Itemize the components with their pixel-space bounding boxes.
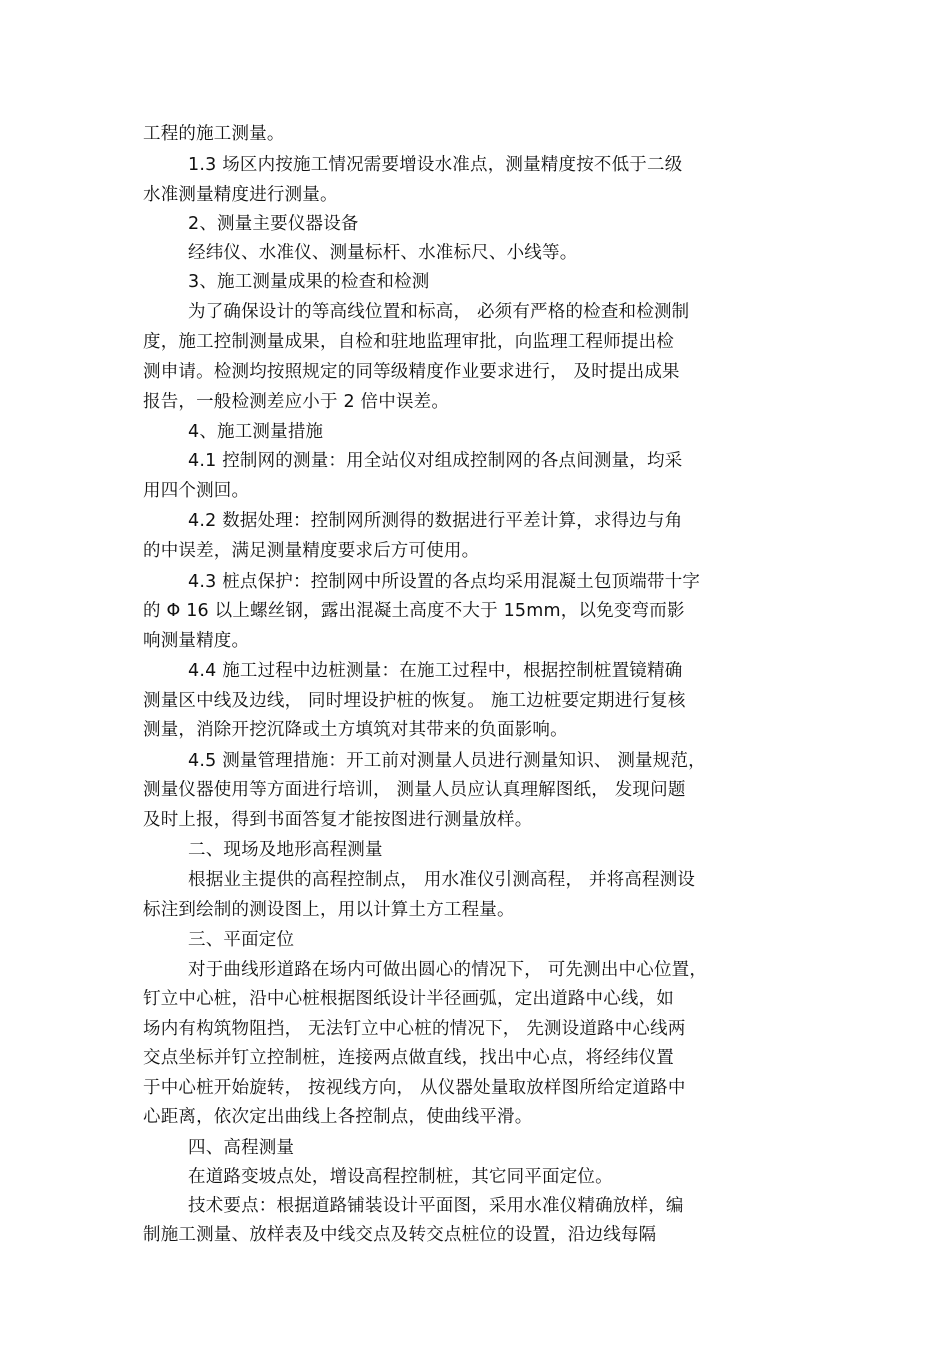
text-line: 测量仪器使用等方面进行培训， 测量人员应认真理解图纸， 发现问题 bbox=[143, 780, 686, 800]
text-line: 4.1 控制网的测量：用全站仪对组成控制网的各点间测量，均采 bbox=[188, 451, 683, 471]
text-line: 对于曲线形道路在场内可做出圆心的情况下， 可先测出中心位置， bbox=[188, 960, 708, 980]
text-line: 4.5 测量管理措施：开工前对测量人员进行测量知识、 测量规范， bbox=[188, 751, 706, 771]
section-heading: 3、施工测量成果的检查和检测 bbox=[188, 272, 430, 292]
text-line: 用四个测回。 bbox=[143, 481, 250, 501]
text-line: 为了确保设计的等高线位置和标高， 必须有严格的检查和检测制 bbox=[188, 302, 690, 322]
text-line: 经纬仪、水准仪、测量标杆、水准标尺、小线等。 bbox=[188, 243, 578, 263]
text-line: 的 Φ 16 以上螺丝钢，露出混凝土高度不大于 15mm，以免变弯而影 bbox=[143, 601, 685, 621]
text-line: 在道路变坡点处，增设高程控制桩，其它同平面定位。 bbox=[188, 1167, 613, 1187]
text-line: 度，施工控制测量成果，自检和驻地监理审批，向监理工程师提出检 bbox=[143, 332, 674, 352]
section-heading: 2、测量主要仪器设备 bbox=[188, 214, 359, 234]
text-line: 根据业主提供的高程控制点， 用水准仪引测高程， 并将高程测设 bbox=[188, 870, 696, 890]
text-line: 场内有构筑物阻挡， 无法钉立中心桩的情况下， 先测设道路中心线两 bbox=[143, 1019, 686, 1039]
text-line: 4.3 桩点保护：控制网中所设置的各点均采用混凝土包顶端带十字 bbox=[188, 572, 701, 592]
text-line: 4.4 施工过程中边桩测量：在施工过程中，根据控制桩置镜精确 bbox=[188, 661, 683, 681]
text-line: 测申请。检测均按照规定的同等级精度作业要求进行， 及时提出成果 bbox=[143, 362, 680, 382]
text-line: 交点坐标并钉立控制桩，连接两点做直线，找出中心点，将经纬仪置 bbox=[143, 1048, 674, 1068]
text-line: 制施工测量、放样表及中线交点及转交点桩位的设置，沿边线每隔 bbox=[143, 1225, 657, 1245]
text-line: 4.2 数据处理：控制网所测得的数据进行平差计算，求得边与角 bbox=[188, 511, 683, 531]
text-line: 报告，一般检测差应小于 2 倍中误差。 bbox=[143, 392, 450, 412]
text-line: 标注到绘制的测设图上，用以计算土方工程量。 bbox=[143, 900, 515, 920]
text-line: 1.3 场区内按施工情况需要增设水准点，测量精度按不低于二级 bbox=[188, 155, 683, 175]
section-heading: 4、施工测量措施 bbox=[188, 422, 324, 442]
text-line: 测量，消除开挖沉降或土方填筑对其带来的负面影响。 bbox=[143, 720, 568, 740]
section-heading: 四、高程测量 bbox=[188, 1138, 295, 1158]
text-line: 工程的施工测量。 bbox=[143, 124, 285, 144]
text-line: 及时上报，得到书面答复才能按图进行测量放样。 bbox=[143, 810, 533, 830]
text-line: 心距离，依次定出曲线上各控制点，使曲线平滑。 bbox=[143, 1107, 533, 1127]
text-line: 响测量精度。 bbox=[143, 631, 250, 651]
text-line: 测量区中线及边线， 同时埋设护桩的恢复。 施工边桩要定期进行复核 bbox=[143, 691, 686, 711]
section-heading: 三、平面定位 bbox=[188, 930, 295, 950]
text-line: 于中心桩开始旋转， 按视线方向， 从仪器处量取放样图所给定道路中 bbox=[143, 1078, 686, 1098]
text-line: 钉立中心桩，沿中心桩根据图纸设计半径画弧，定出道路中心线，如 bbox=[143, 989, 674, 1009]
text-line: 的中误差，满足测量精度要求后方可使用。 bbox=[143, 541, 480, 561]
text-line: 水准测量精度进行测量。 bbox=[143, 185, 338, 205]
section-heading: 二、现场及地形高程测量 bbox=[188, 840, 383, 860]
text-line: 技术要点：根据道路铺装设计平面图，采用水准仪精确放样，编 bbox=[188, 1196, 684, 1216]
